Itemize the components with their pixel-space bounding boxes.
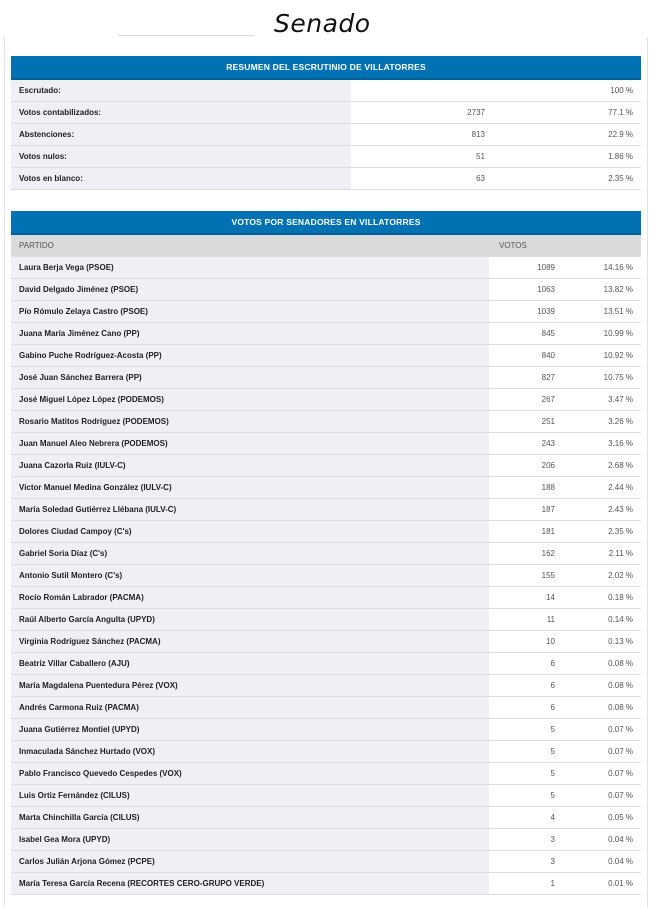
table-row	[11, 873, 641, 895]
senator-percent: 0.08 %	[563, 697, 641, 719]
table-row	[11, 697, 641, 719]
senator-percent: 2.43 %	[563, 499, 641, 521]
senator-votes: 827	[489, 367, 563, 389]
senator-name: María Magdalena Puentedura Pérez (VOX)	[11, 675, 489, 697]
summary-table	[11, 56, 641, 190]
senator-percent: 2.35 %	[563, 521, 641, 543]
senator-votes: 6	[489, 653, 563, 675]
senator-percent: 2.11 %	[563, 543, 641, 565]
senator-votes: 267	[489, 389, 563, 411]
senator-percent: 0.08 %	[563, 653, 641, 675]
senator-percent: 0.08 %	[563, 675, 641, 697]
senator-percent: 0.07 %	[563, 785, 641, 807]
senator-votes: 1	[489, 873, 563, 895]
senator-votes: 206	[489, 455, 563, 477]
table-row	[11, 631, 641, 653]
table-row	[11, 455, 641, 477]
senator-name: Isabel Gea Mora (UPYD)	[11, 829, 489, 851]
senator-name: Gabino Puche Rodríguez-Acosta (PP)	[11, 345, 489, 367]
summary-caption: RESUMEN DEL ESCRUTINIO DE VILLATORRES	[11, 56, 641, 79]
senator-percent: 0.14 %	[563, 609, 641, 631]
senator-percent: 0.05 %	[563, 807, 641, 829]
summary-label: Votos en blanco:	[11, 168, 351, 190]
senator-name: María Teresa García Recena (RECORTES CERO-GRUPO VERDE)	[11, 873, 489, 895]
senator-percent: 0.01 %	[563, 873, 641, 895]
senator-percent: 3.26 %	[563, 411, 641, 433]
senator-percent: 0.04 %	[563, 851, 641, 873]
senator-percent: 2.44 %	[563, 477, 641, 499]
table-row	[11, 389, 641, 411]
summary-row	[11, 124, 641, 146]
summary-value: 63	[351, 168, 493, 190]
summary-label: Escrutado:	[11, 79, 351, 102]
senator-votes: 1063	[489, 279, 563, 301]
summary-percent: 100 %	[493, 79, 641, 102]
senator-name: David Delgado Jiménez (PSOE)	[11, 279, 489, 301]
senator-name: Laura Berja Vega (PSOE)	[11, 257, 489, 279]
senators-caption: VOTOS POR SENADORES EN VILLATORRES	[11, 211, 641, 234]
summary-row	[11, 102, 641, 124]
senator-name: Virginia Rodríguez Sánchez (PACMA)	[11, 631, 489, 653]
summary-value: 51	[351, 146, 493, 168]
senator-percent: 13.82 %	[563, 279, 641, 301]
table-row	[11, 807, 641, 829]
table-row	[11, 345, 641, 367]
senator-name: Juana Cazorla Ruiz (IULV-C)	[11, 455, 489, 477]
senator-name: Luis Ortiz Fernández (CILUS)	[11, 785, 489, 807]
senator-name: José Juan Sánchez Barrera (PP)	[11, 367, 489, 389]
table-row	[11, 301, 641, 323]
senator-votes: 5	[489, 763, 563, 785]
senator-name: María Soledad Gutiérrez Llébana (IULV-C)	[11, 499, 489, 521]
senator-votes: 3	[489, 851, 563, 873]
table-row	[11, 257, 641, 279]
senator-percent: 2.02 %	[563, 565, 641, 587]
senator-percent: 13.51 %	[563, 301, 641, 323]
senator-name: Victor Manuel Medina González (IULV-C)	[11, 477, 489, 499]
senator-votes: 4	[489, 807, 563, 829]
summary-label: Abstenciones:	[11, 124, 351, 146]
table-row	[11, 675, 641, 697]
table-row	[11, 741, 641, 763]
senator-votes: 251	[489, 411, 563, 433]
senator-votes: 155	[489, 565, 563, 587]
senator-votes: 5	[489, 741, 563, 763]
senator-name: Rocío Román Labrador (PACMA)	[11, 587, 489, 609]
summary-row	[11, 146, 641, 168]
summary-label: Votos contabilizados:	[11, 102, 351, 124]
senators-table	[11, 211, 641, 895]
senator-votes: 840	[489, 345, 563, 367]
senator-percent: 0.13 %	[563, 631, 641, 653]
summary-value: 813	[351, 124, 493, 146]
senator-percent: 0.07 %	[563, 719, 641, 741]
table-row	[11, 323, 641, 345]
senator-percent: 0.07 %	[563, 763, 641, 785]
table-row	[11, 521, 641, 543]
senator-name: Pablo Francisco Quevedo Cespedes (VOX)	[11, 763, 489, 785]
table-row	[11, 367, 641, 389]
table-row	[11, 719, 641, 741]
summary-row	[11, 168, 641, 190]
senator-votes: 181	[489, 521, 563, 543]
senator-percent: 0.07 %	[563, 741, 641, 763]
senator-percent: 2.68 %	[563, 455, 641, 477]
senator-name: Gabriel Soria Díaz (C's)	[11, 543, 489, 565]
senator-votes: 162	[489, 543, 563, 565]
table-row	[11, 829, 641, 851]
senator-votes: 5	[489, 719, 563, 741]
senator-percent: 10.75 %	[563, 367, 641, 389]
senator-percent: 3.47 %	[563, 389, 641, 411]
senator-name: Pío Rómulo Zelaya Castro (PSOE)	[11, 301, 489, 323]
senator-name: Dolores Ciudad Campoy (C's)	[11, 521, 489, 543]
senator-votes: 845	[489, 323, 563, 345]
senator-votes: 11	[489, 609, 563, 631]
senator-name: Antonio Sutil Montero (C's)	[11, 565, 489, 587]
senator-name: Marta Chinchilla García (CILUS)	[11, 807, 489, 829]
senator-name: Juana María Jiménez Cano (PP)	[11, 323, 489, 345]
senator-percent: 0.04 %	[563, 829, 641, 851]
table-row	[11, 785, 641, 807]
table-row	[11, 477, 641, 499]
table-row	[11, 433, 641, 455]
summary-value	[351, 79, 493, 102]
summary-percent: 1.86 %	[493, 146, 641, 168]
column-header-row	[11, 234, 641, 257]
senator-name: Juana Gutiérrez Montiel (UPYD)	[11, 719, 489, 741]
table-row	[11, 587, 641, 609]
table-row	[11, 609, 641, 631]
senator-votes: 188	[489, 477, 563, 499]
page-title: Senado	[274, 9, 371, 38]
table-row	[11, 499, 641, 521]
senator-name: Andrés Carmona Ruiz (PACMA)	[11, 697, 489, 719]
senator-name: Carlos Julián Arjona Gómez (PCPE)	[11, 851, 489, 873]
senator-votes: 14	[489, 587, 563, 609]
senator-name: Raúl Alberto García Angulta (UPYD)	[11, 609, 489, 631]
page-header	[0, 0, 650, 42]
table-row	[11, 851, 641, 873]
senator-percent: 10.99 %	[563, 323, 641, 345]
senator-votes: 1089	[489, 257, 563, 279]
senator-votes: 187	[489, 499, 563, 521]
summary-percent: 2.35 %	[493, 168, 641, 190]
table-row	[11, 543, 641, 565]
table-row	[11, 653, 641, 675]
senator-name: Rosario Matitos Rodríguez (PODEMOS)	[11, 411, 489, 433]
summary-percent: 77.1 %	[493, 102, 641, 124]
summary-value: 2737	[351, 102, 493, 124]
senator-percent: 10.92 %	[563, 345, 641, 367]
senator-votes: 243	[489, 433, 563, 455]
senator-votes: 6	[489, 697, 563, 719]
table-row	[11, 411, 641, 433]
table-row	[11, 279, 641, 301]
senator-percent: 0.18 %	[563, 587, 641, 609]
summary-label: Votos nulos:	[11, 146, 351, 168]
table-row	[11, 763, 641, 785]
table-row	[11, 565, 641, 587]
senator-name: José Miguel López López (PODEMOS)	[11, 389, 489, 411]
senator-percent: 3.16 %	[563, 433, 641, 455]
senator-percent: 14.16 %	[563, 257, 641, 279]
senator-name: Beatriz Villar Caballero (AJU)	[11, 653, 489, 675]
senator-votes: 6	[489, 675, 563, 697]
col-header-party: PARTIDO	[11, 234, 489, 257]
senator-name: Inmaculada Sánchez Hurtado (VOX)	[11, 741, 489, 763]
senator-votes: 3	[489, 829, 563, 851]
senator-votes: 5	[489, 785, 563, 807]
col-header-votes: VOTOS	[489, 234, 641, 257]
senator-votes: 10	[489, 631, 563, 653]
header-divider	[118, 35, 254, 36]
summary-percent: 22.9 %	[493, 124, 641, 146]
senator-name: Juan Manuel Aleo Nebrera (PODEMOS)	[11, 433, 489, 455]
senator-votes: 1039	[489, 301, 563, 323]
summary-row	[11, 79, 641, 102]
